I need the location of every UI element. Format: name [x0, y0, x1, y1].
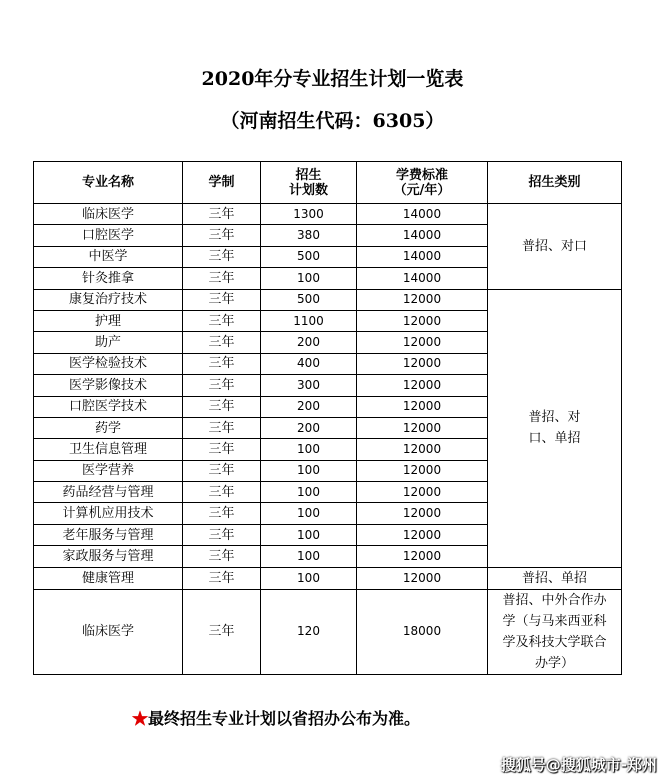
footnote: ★最终招生专业计划以省招办公布为准。: [132, 709, 421, 728]
major-name: 中医学: [34, 246, 183, 267]
tuition-fee: 12000: [357, 310, 488, 331]
major-name: 助产: [34, 332, 183, 353]
table-row: [34, 204, 622, 225]
plan-count: 500: [261, 246, 357, 267]
major-name: 医学营养: [34, 460, 183, 481]
plan-count: 300: [261, 375, 357, 396]
duration: 三年: [183, 439, 261, 460]
plan-count: 500: [261, 289, 357, 310]
duration: 三年: [183, 567, 261, 589]
duration: 三年: [183, 225, 261, 246]
major-name: 计算机应用技术: [34, 503, 183, 524]
plan-count: 400: [261, 353, 357, 374]
header-name: 专业名称: [34, 162, 183, 204]
tuition-fee: 14000: [357, 246, 488, 267]
duration: 三年: [183, 417, 261, 438]
tuition-fee: 12000: [357, 567, 488, 589]
plan-count: 100: [261, 460, 357, 481]
tuition-fee: 14000: [357, 268, 488, 289]
duration: 三年: [183, 460, 261, 481]
plan-count: 200: [261, 417, 357, 438]
major-name: 护理: [34, 310, 183, 331]
page-title: 2020年分专业招生计划一览表: [201, 68, 464, 90]
major-name: 家政服务与管理: [34, 546, 183, 567]
tuition-fee: 12000: [357, 546, 488, 567]
tuition-fee: 18000: [357, 589, 488, 674]
plan-count: 120: [261, 589, 357, 674]
enrollment-category: 普招、对口: [488, 204, 622, 290]
enrollment-category: 普招、对口、单招: [488, 289, 622, 567]
major-name: 康复治疗技术: [34, 289, 183, 310]
plan-count: 100: [261, 439, 357, 460]
tuition-fee: 14000: [357, 225, 488, 246]
table-header: [34, 162, 622, 204]
duration: 三年: [183, 396, 261, 417]
major-name: 卫生信息管理: [34, 439, 183, 460]
plan-count: 380: [261, 225, 357, 246]
tuition-fee: 12000: [357, 332, 488, 353]
major-name: 医学检验技术: [34, 353, 183, 374]
plan-count: 1300: [261, 204, 357, 225]
plan-count: 100: [261, 268, 357, 289]
header-years: 学制: [183, 162, 261, 204]
major-name: 药学: [34, 417, 183, 438]
tuition-fee: 12000: [357, 417, 488, 438]
major-name: 临床医学: [34, 589, 183, 674]
plan-count: 200: [261, 332, 357, 353]
major-name: 健康管理: [34, 567, 183, 589]
enrollment-category: 普招、中外合作办学（与马来西亚科学及科技大学联合办学）: [488, 589, 622, 674]
duration: 三年: [183, 503, 261, 524]
duration: 三年: [183, 204, 261, 225]
duration: 三年: [183, 524, 261, 545]
major-name: 药品经营与管理: [34, 482, 183, 503]
plan-count: 100: [261, 546, 357, 567]
plan-count: 100: [261, 482, 357, 503]
duration: 三年: [183, 482, 261, 503]
major-name: 口腔医学技术: [34, 396, 183, 417]
tuition-fee: 12000: [357, 524, 488, 545]
major-name: 针灸推拿: [34, 268, 183, 289]
tuition-fee: 12000: [357, 460, 488, 481]
major-name: 医学影像技术: [34, 375, 183, 396]
plan-count: 100: [261, 503, 357, 524]
duration: 三年: [183, 546, 261, 567]
duration: 三年: [183, 353, 261, 374]
duration: 三年: [183, 268, 261, 289]
watermark: 搜狐号@搜狐城市-郑州: [500, 756, 657, 774]
page-subtitle: （河南招生代码：6305）: [220, 110, 445, 132]
duration: 三年: [183, 589, 261, 674]
plan-count: 100: [261, 567, 357, 589]
duration: 三年: [183, 310, 261, 331]
tuition-fee: 12000: [357, 439, 488, 460]
duration: 三年: [183, 246, 261, 267]
duration: 三年: [183, 375, 261, 396]
header-fee: 学费标准 （元/年）: [357, 162, 488, 204]
major-name: 老年服务与管理: [34, 524, 183, 545]
tuition-fee: 12000: [357, 353, 488, 374]
star-icon: ★: [132, 709, 149, 728]
tuition-fee: 12000: [357, 503, 488, 524]
major-name: 口腔医学: [34, 225, 183, 246]
plan-count: 200: [261, 396, 357, 417]
header-plan: 招生 计划数: [261, 162, 357, 204]
plan-count: 1100: [261, 310, 357, 331]
enrollment-category: 普招、单招: [488, 567, 622, 589]
tuition-fee: 12000: [357, 375, 488, 396]
duration: 三年: [183, 332, 261, 353]
tuition-fee: 12000: [357, 482, 488, 503]
table-row: [34, 589, 622, 674]
header-category: 招生类别: [488, 162, 622, 204]
tuition-fee: 14000: [357, 204, 488, 225]
tuition-fee: 12000: [357, 289, 488, 310]
plan-count: 100: [261, 524, 357, 545]
table-row: [34, 567, 622, 589]
enrollment-table: [33, 161, 622, 675]
table-row: [34, 289, 622, 310]
major-name: 临床医学: [34, 204, 183, 225]
tuition-fee: 12000: [357, 396, 488, 417]
duration: 三年: [183, 289, 261, 310]
